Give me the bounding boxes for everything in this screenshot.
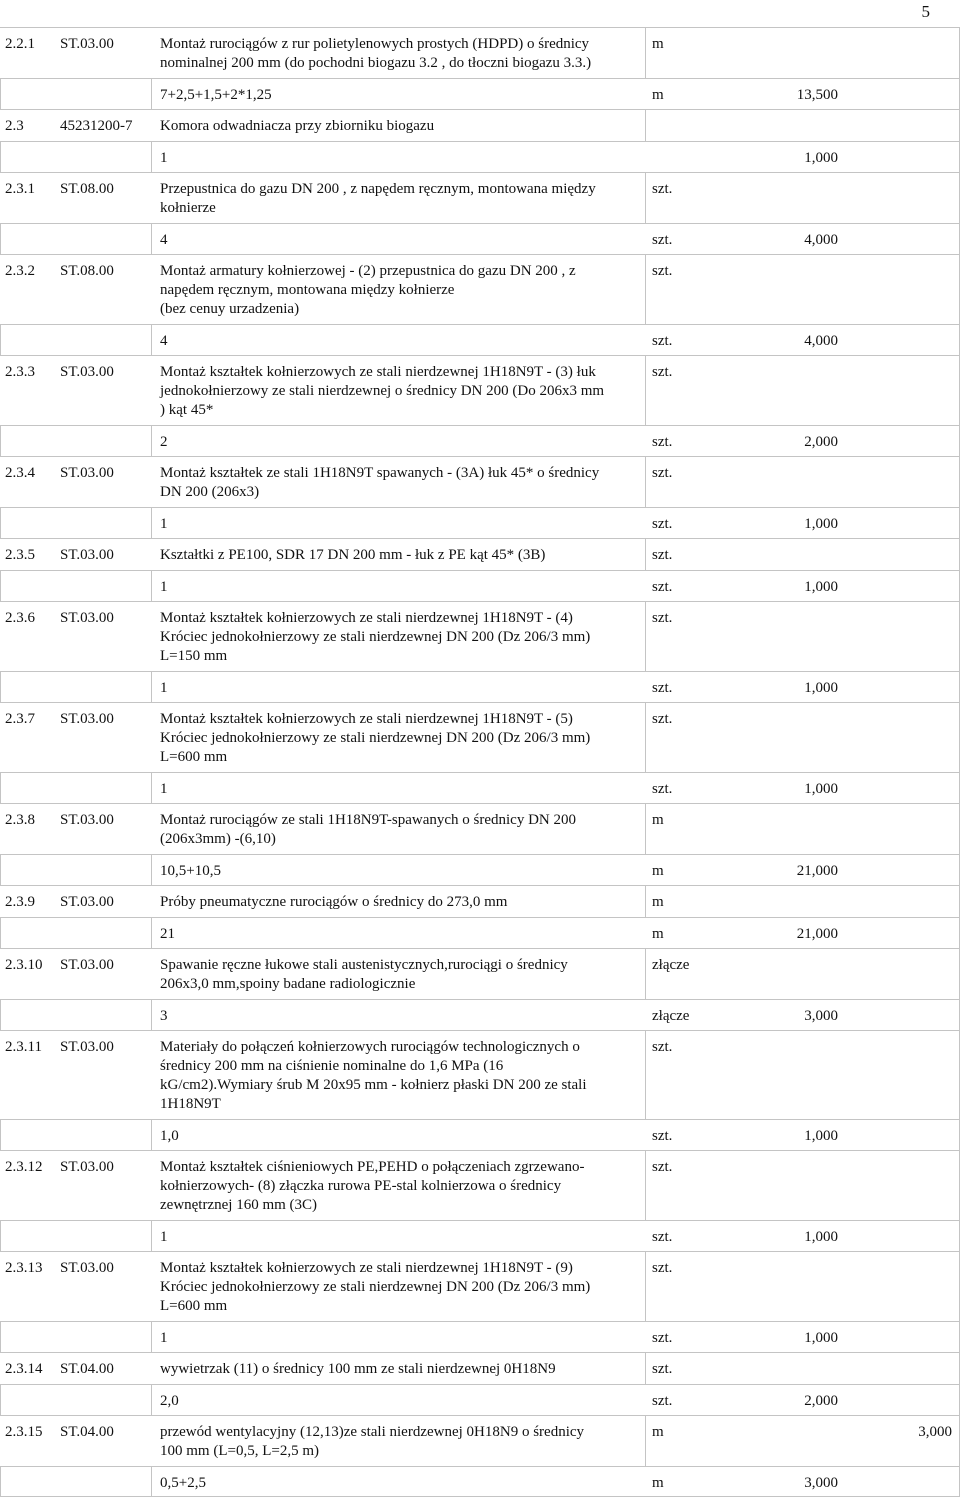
column-divider [151,773,152,803]
column-divider [645,255,646,324]
item-row [0,1352,960,1384]
item-unit: szt. [652,711,673,727]
calc-row [0,917,960,948]
description-line: 100 mm (L=0,5, L=2,5 m) [160,1443,319,1459]
description-line: 206x3,0 mm,spoiny badane radiologicznie [160,976,416,992]
column-divider [645,1416,646,1466]
item-number: 2.3.13 [5,1260,43,1276]
calc-row [0,223,960,254]
column-divider [151,426,152,456]
calc-formula: 7+2,5+1,5+2*1,25 [160,87,272,103]
column-divider [0,1322,1,1352]
calc-unit: szt. [652,1229,673,1245]
column-divider [645,539,646,570]
description-line: Komora odwadniacza przy zbiorniku biogazu [160,118,435,134]
column-divider [0,426,1,456]
item-description [160,893,640,912]
item-row [0,538,960,570]
column-divider [645,110,646,141]
column-divider [645,602,646,671]
calc-quantity: 1,000 [804,1330,838,1346]
spec-code: ST.04.00 [60,1361,114,1377]
spec-code: ST.03.00 [60,1159,114,1175]
item-row [0,1251,960,1321]
column-divider [645,703,646,772]
calc-row [0,141,960,172]
calc-formula: 1 [160,1229,168,1245]
item-description [160,1423,640,1461]
item-row [0,1415,960,1466]
spec-code: ST.04.00 [60,1424,114,1440]
item-description [160,811,640,849]
item-row [0,702,960,772]
calc-unit: szt. [652,781,673,797]
item-unit: szt. [652,364,673,380]
column-divider [151,508,152,538]
calc-quantity: 1,000 [804,1128,838,1144]
item-number: 2.3.6 [5,610,35,626]
calc-row [0,1119,960,1150]
calc-quantity: 1,000 [804,680,838,696]
item-description [160,1259,640,1316]
calc-quantity: 1,000 [804,150,838,166]
calc-row [0,671,960,702]
calc-formula: 2,0 [160,1393,179,1409]
description-line: kołnierzowych- (8) złączka rurowa PE-stal kolnierzowa o średnicy [160,1178,562,1194]
item-row [0,355,960,425]
description-line: Montaż rurociągów z rur polietylenowych prostych (HDPD) o średnicy [160,36,590,52]
column-divider [0,325,1,355]
item-unit: szt. [652,547,673,563]
column-divider [0,1000,1,1030]
column-divider [151,1221,152,1251]
description-line: Króciec jednokołnierzowy ze stali nierdzewnej DN 200 (Dz 206/3 mm) [160,1279,591,1295]
spec-code: ST.03.00 [60,957,114,973]
item-description [160,363,640,420]
description-line: Próby pneumatyczne rurociągów o średnicy do 273,0 mm [160,894,508,910]
item-number: 2.3.5 [5,547,35,563]
item-unit: szt. [652,1260,673,1276]
spec-code: ST.03.00 [60,1039,114,1055]
calc-quantity: 3,000 [804,1008,838,1024]
spec-code: ST.03.00 [60,36,114,52]
description-line: (206x3mm) -(6,10) [160,831,276,847]
column-divider [151,1120,152,1150]
item-unit: szt. [652,1039,673,1055]
calc-quantity: 3,000 [804,1475,838,1491]
description-line: kG/cm2).Wymiary śrub M 20x95 mm - kołnierz płaski DN 200 ze stali [160,1077,587,1093]
description-line: Montaż armatury kołnierzowej - (2) przepustnica do gazu DN 200 , z [160,263,576,279]
cost-estimate-table [0,27,960,1497]
description-line: (bez cenuy urzadzenia) [160,301,300,317]
column-divider [151,1385,152,1415]
item-row [0,27,960,78]
calc-unit: szt. [652,1128,673,1144]
column-divider [151,79,152,109]
description-line: Spawanie ręczne łukowe stali austenistycznych,rurociągi o średnicy [160,957,568,973]
calc-formula: 1 [160,680,168,696]
description-line: Montaż kształtek kołnierzowych ze stali nierdzewnej 1H18N9T - (5) [160,711,573,727]
description-line: zewnętrznej 160 mm (3C) [160,1197,318,1213]
item-number: 2.3.14 [5,1361,43,1377]
column-divider [151,855,152,885]
description-line: Przepustnica do gazu DN 200 , z napędem ręcznym, montowana między [160,181,596,197]
column-divider [0,1221,1,1251]
description-line: Króciec jednokołnierzowy ze stali nierdzewnej DN 200 (Dz 206/3 mm) [160,730,591,746]
item-description [160,180,640,218]
column-divider [0,773,1,803]
calc-formula: 1 [160,516,168,532]
spec-code: ST.08.00 [60,181,114,197]
item-description [160,609,640,666]
item-unit: szt. [652,1361,673,1377]
item-number: 2.3.4 [5,465,35,481]
calc-row [0,999,960,1030]
description-line: Montaż kształtek ciśnieniowych PE,PEHD o połączeniach zgrzewano- [160,1159,585,1175]
calc-row [0,570,960,601]
calc-quantity: 1,000 [804,579,838,595]
column-divider [151,224,152,254]
calc-unit: szt. [652,516,673,532]
item-unit: szt. [652,181,673,197]
description-line: Montaż kształtek kołnierzowych ze stali nierdzewnej 1H18N9T - (9) [160,1260,573,1276]
item-row [0,948,960,999]
calc-row [0,1466,960,1497]
column-divider [645,1151,646,1220]
calc-row [0,425,960,456]
column-divider [0,855,1,885]
calc-unit: szt. [652,579,673,595]
item-unit: szt. [652,465,673,481]
description-line: nominalnej 200 mm (do pochodni biogazu 3.2 , do tłoczni biogazu 3.3.) [160,55,592,71]
item-number: 2.3.9 [5,894,35,910]
item-row [0,1150,960,1220]
calc-quantity: 1,000 [804,1229,838,1245]
item-unit: m [652,812,664,828]
description-line: Materiały do połączeń kołnierzowych rurociągów technologicznych o [160,1039,580,1055]
item-number: 2.2.1 [5,36,35,52]
description-line: ) kąt 45* [160,402,214,418]
description-line: Montaż kształtek ze stali 1H18N9T spawanych - (3A) łuk 45* o średnicy [160,465,600,481]
calc-unit: szt. [652,333,673,349]
column-divider [0,1385,1,1415]
column-divider [151,1322,152,1352]
column-divider [151,1467,152,1496]
item-unit: złącze [652,957,690,973]
column-divider [151,1000,152,1030]
item-description [160,956,640,994]
item-description [160,35,640,73]
column-divider [151,918,152,948]
item-number: 2.3.2 [5,263,35,279]
column-divider [151,571,152,601]
item-number: 2.3 [5,118,24,134]
spec-code: ST.03.00 [60,894,114,910]
column-divider [645,1031,646,1119]
spec-code: ST.03.00 [60,812,114,828]
calc-formula: 1,0 [160,1128,179,1144]
calc-row [0,1321,960,1352]
calc-formula: 1 [160,150,168,166]
description-line: DN 200 (206x3) [160,484,260,500]
column-divider [645,457,646,507]
calc-quantity: 21,000 [796,863,838,879]
item-row [0,456,960,507]
spec-code: 45231200-7 [60,118,133,134]
calc-quantity: 13,500 [796,87,838,103]
column-divider [645,804,646,854]
calc-unit: szt. [652,434,673,450]
calc-formula: 4 [160,333,168,349]
calc-unit: m [652,863,664,879]
column-divider [151,325,152,355]
calc-unit: złącze [652,1008,690,1024]
calc-quantity: 1,000 [804,781,838,797]
column-divider [0,79,1,109]
column-divider [0,224,1,254]
column-divider [0,1120,1,1150]
calc-quantity: 4,000 [804,232,838,248]
column-divider [0,1467,1,1496]
calc-row [0,1384,960,1415]
description-line: L=600 mm [160,1298,228,1314]
column-divider [151,672,152,702]
calc-formula: 3 [160,1008,168,1024]
column-divider [645,28,646,78]
calc-formula: 1 [160,781,168,797]
item-description [160,464,640,502]
calc-row [0,1220,960,1251]
calc-formula: 1 [160,579,168,595]
calc-quantity: 4,000 [804,333,838,349]
item-description [160,1158,640,1215]
spec-code: ST.03.00 [60,364,114,380]
column-divider [0,918,1,948]
column-divider [0,142,1,172]
item-row [0,601,960,671]
column-divider [645,1252,646,1321]
description-line: kołnierze [160,200,216,216]
calc-quantity: 1,000 [804,516,838,532]
page-number: 5 [921,2,930,21]
item-unit: m [652,36,664,52]
calc-quantity: 21,000 [796,926,838,942]
item-row [0,803,960,854]
column-divider [151,142,152,172]
item-description [160,1038,640,1114]
spec-code: ST.03.00 [60,1260,114,1276]
column-divider [0,571,1,601]
item-row [0,885,960,917]
item-row [0,254,960,324]
calc-row [0,772,960,803]
description-line: średnicy 200 mm na ciśnienie nominalne do 1,6 MPa (16 [160,1058,504,1074]
calc-formula: 1 [160,1330,168,1346]
spec-code: ST.08.00 [60,263,114,279]
calc-unit: szt. [652,232,673,248]
calc-unit: m [652,926,664,942]
column-divider [645,886,646,917]
section-row [0,109,960,141]
spec-code: ST.03.00 [60,465,114,481]
item-number: 2.3.15 [5,1424,43,1440]
column-divider [645,173,646,223]
description-line: Montaż kształtek kołnierzowych ze stali nierdzewnej 1H18N9T - (3) łuk [160,364,596,380]
calc-row [0,854,960,885]
description-line: Montaż rurociągów ze stali 1H18N9T-spawanych o średnicy DN 200 [160,812,577,828]
item-description [160,117,640,136]
item-row [0,172,960,223]
calc-formula: 21 [160,926,175,942]
description-line: Kształtki z PE100, SDR 17 DN 200 mm - łuk z PE kąt 45* (3B) [160,547,546,563]
description-line: L=600 mm [160,749,228,765]
calc-formula: 0,5+2,5 [160,1475,206,1491]
calc-formula: 4 [160,232,168,248]
spec-code: ST.03.00 [60,610,114,626]
calc-unit: szt. [652,1330,673,1346]
column-divider [0,672,1,702]
calc-unit: m [652,1475,664,1491]
item-unit: szt. [652,263,673,279]
item-number: 2.3.11 [5,1039,42,1055]
column-divider [645,356,646,425]
item-description [160,710,640,767]
spec-code: ST.03.00 [60,547,114,563]
description-line: 1H18N9T [160,1096,221,1112]
calc-row [0,507,960,538]
description-line: wywietrzak (11) o średnicy 100 mm ze stali nierdzewnej 0H18N9 [160,1361,556,1377]
item-unit: szt. [652,1159,673,1175]
description-line: napędem ręcznym, montowana między kołnierze [160,282,455,298]
calc-formula: 2 [160,434,168,450]
description-line: Montaż kształtek kołnierzowych ze stali nierdzewnej 1H18N9T - (4) [160,610,573,626]
item-unit: m [652,1424,664,1440]
calc-formula: 10,5+10,5 [160,863,221,879]
item-number: 2.3.7 [5,711,35,727]
item-description [160,546,640,565]
description-line: Króciec jednokołnierzowy ze stali nierdzewnej DN 200 (Dz 206/3 mm) [160,629,591,645]
spec-code: ST.03.00 [60,711,114,727]
description-line: L=150 mm [160,648,228,664]
calc-quantity: 2,000 [804,434,838,450]
item-number: 2.3.3 [5,364,35,380]
item-number: 2.3.12 [5,1159,43,1175]
description-line: jednokołnierzowy ze stali nierdzewnej o średnicy DN 200 (Do 206x3 mm [160,383,605,399]
item-unit: szt. [652,610,673,626]
item-description [160,1360,640,1379]
calc-unit: szt. [652,1393,673,1409]
calc-row [0,324,960,355]
calc-unit: m [652,87,664,103]
item-number: 2.3.1 [5,181,35,197]
calc-quantity: 2,000 [804,1393,838,1409]
description-line: przewód wentylacyjny (12,13)ze stali nierdzewnej 0H18N9 o średnicy [160,1424,585,1440]
item-number: 2.3.10 [5,957,43,973]
item-number: 2.3.8 [5,812,35,828]
item-total: 3,000 [918,1424,952,1440]
calc-row [0,78,960,109]
item-description [160,262,640,319]
calc-unit: szt. [652,680,673,696]
item-row [0,1030,960,1119]
item-unit: m [652,894,664,910]
column-divider [0,508,1,538]
column-divider [645,949,646,999]
column-divider [645,1353,646,1384]
